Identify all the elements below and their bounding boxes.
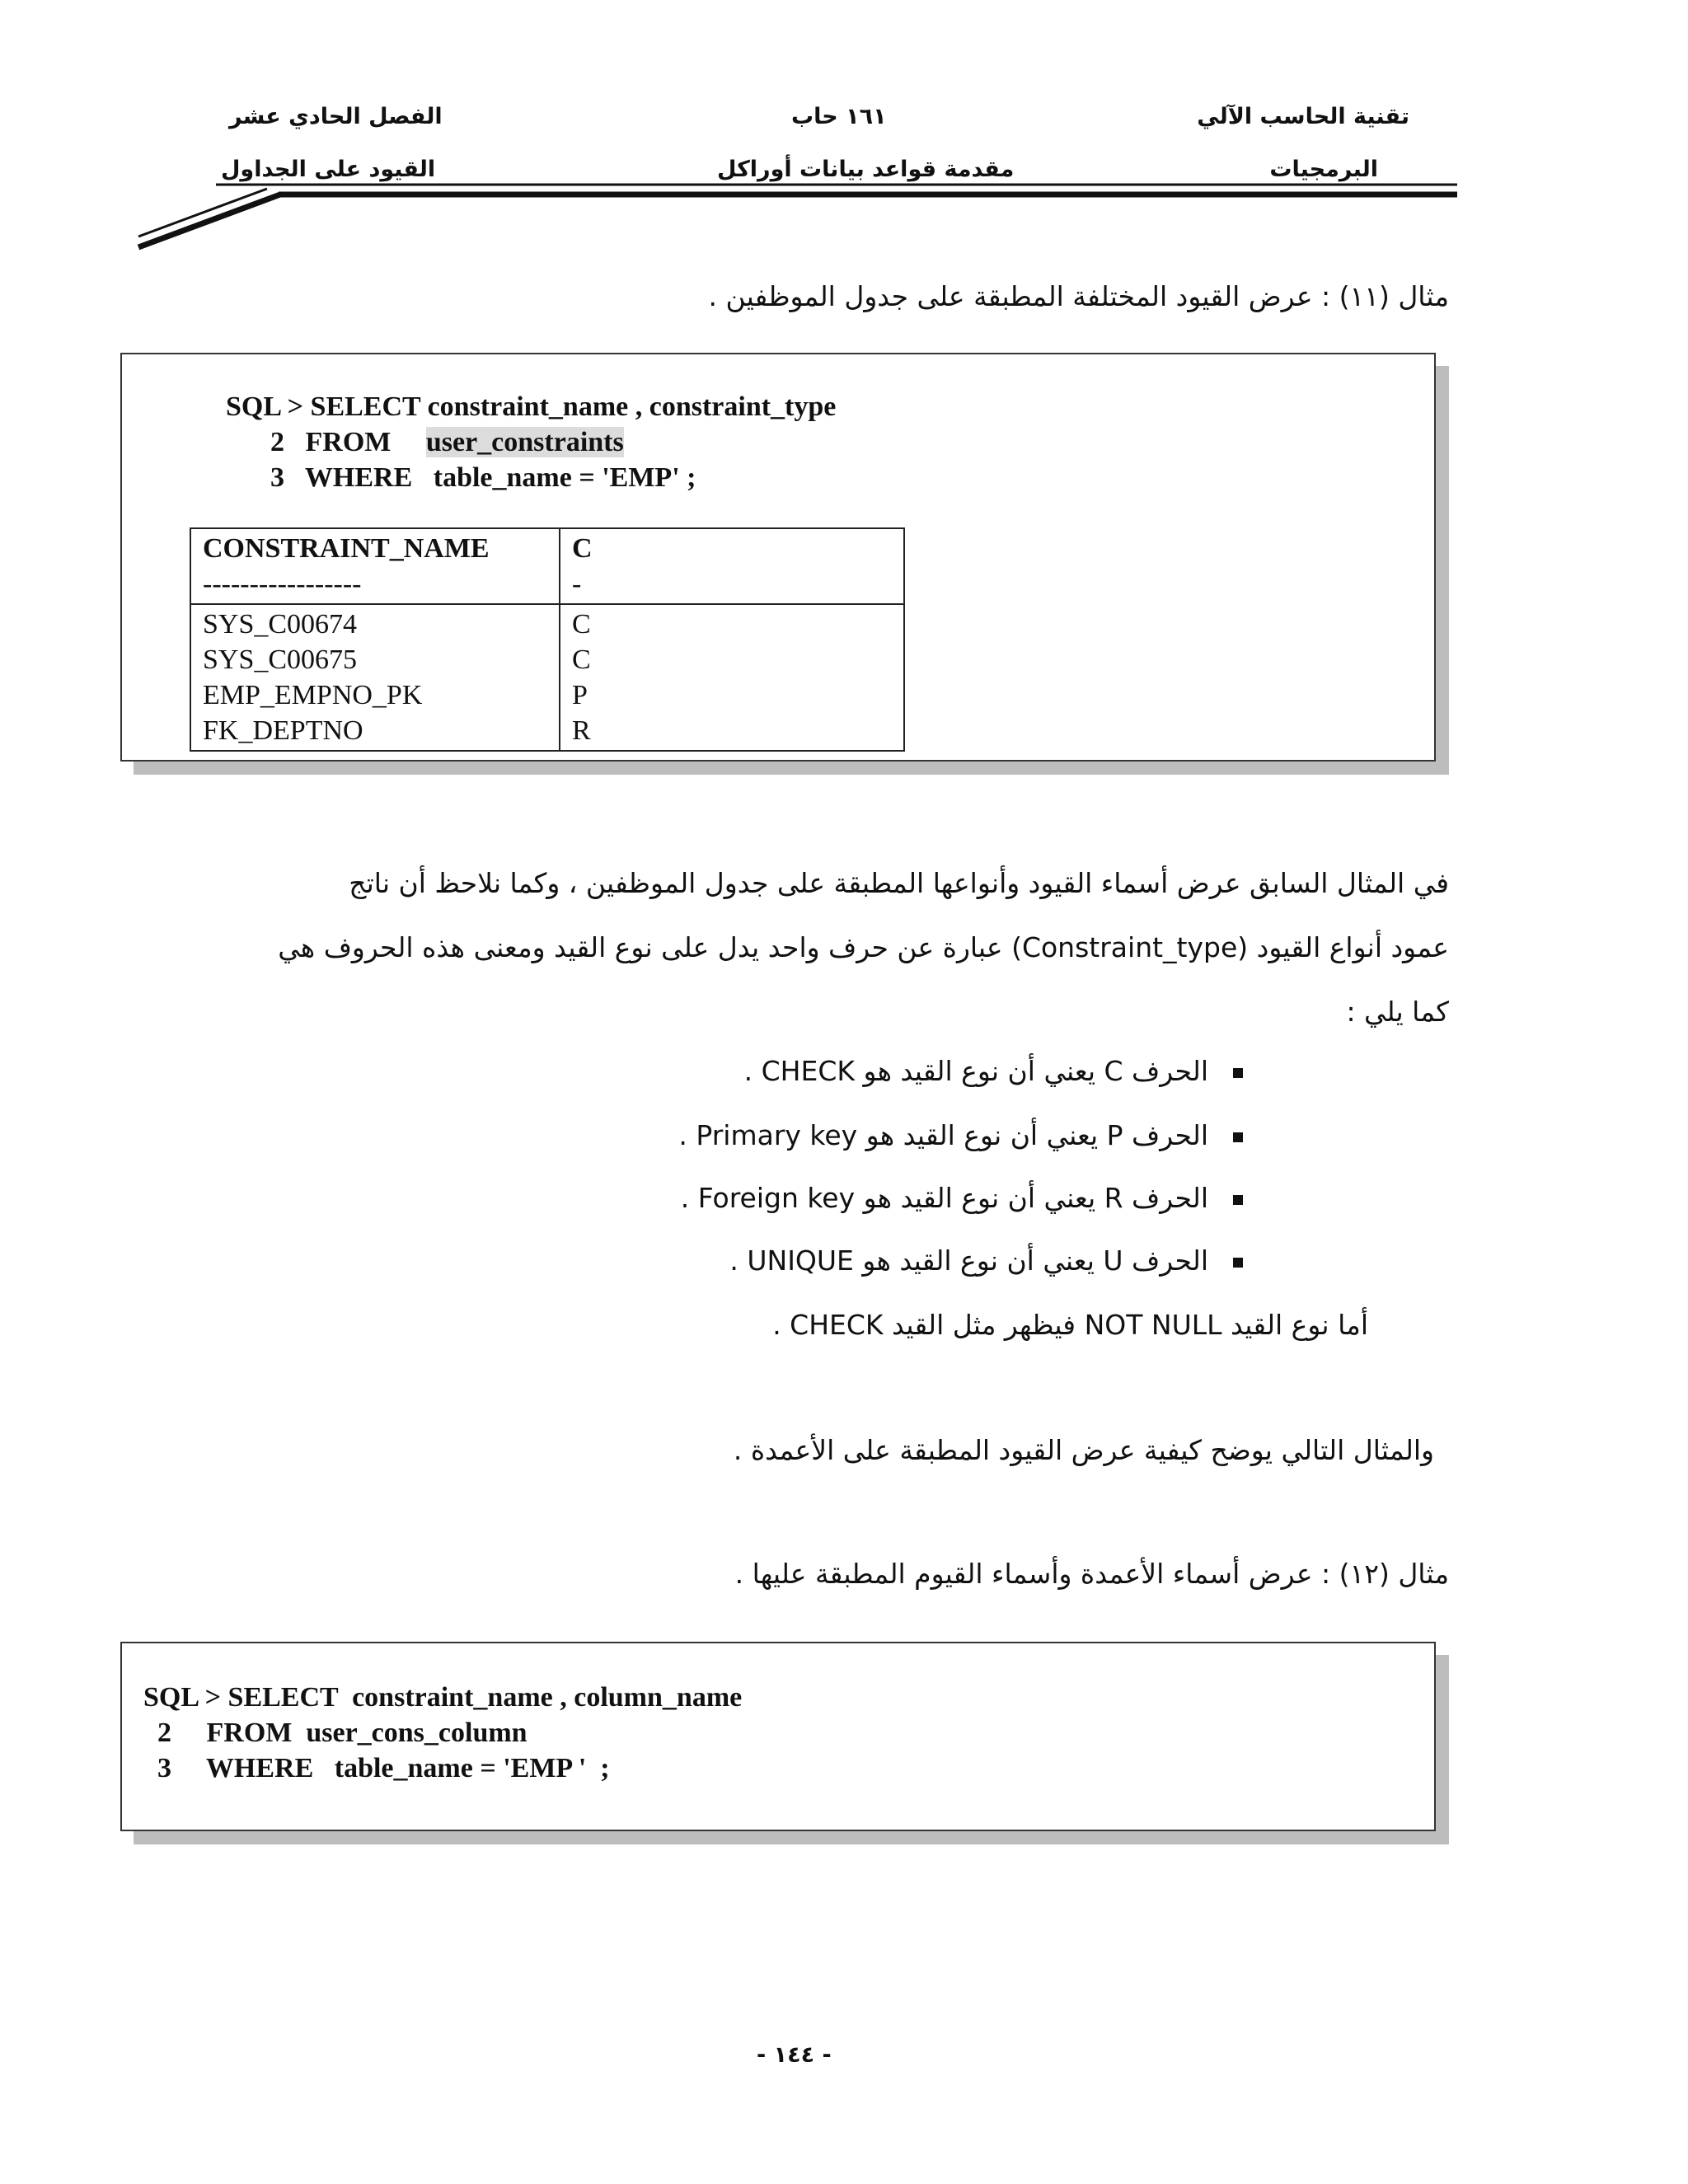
- highlighted-object: user_constraints: [425, 427, 624, 457]
- example11-code-line2: [270, 424, 624, 460]
- table-header-cell: [560, 528, 904, 604]
- page-number: - ١٤٤ -: [757, 2042, 832, 2068]
- paragraph-line-1: في المثال السابق عرض أسماء القيود وأنواعها المطبقة على جدول الموظفين ، وكما نلاحظ أن ناتج: [349, 867, 1449, 899]
- table-cell: SYS_C00674: [203, 609, 358, 640]
- table-header-row: [190, 528, 904, 604]
- header-rule: [0, 0, 1688, 280]
- list-item-text: الحرف U يعني أن نوع القيد هو UNIQUE .: [729, 1244, 1208, 1277]
- table-cell: EMP_EMPNO_PK: [203, 680, 423, 710]
- table-body-row: [190, 604, 904, 751]
- example12-code-line1: SQL > SELECT constraint_name , column_name: [143, 1682, 743, 1713]
- list-item-text: الحرف R يعني أن نوع القيد هو Foreign key .: [680, 1182, 1208, 1214]
- bullet-square-icon: [1233, 1132, 1243, 1142]
- header-chapter-title: القيود على الجداول: [221, 157, 436, 182]
- bullet-square-icon: [1233, 1258, 1243, 1268]
- bullet-square-icon: [1233, 1195, 1243, 1205]
- example11-code-line1: SQL > SELECT constraint_name , constraint_type: [226, 391, 837, 422]
- header-subject: تقنية الحاسب الآلي: [1197, 104, 1409, 129]
- line-number: 2: [270, 427, 284, 457]
- table-cell: R: [572, 715, 591, 746]
- header-course-code: ١٦١ حاب: [791, 104, 887, 129]
- example11-code-line3: 3 WHERE table_name = 'EMP' ;: [270, 462, 696, 493]
- table-header-cell: [190, 528, 560, 604]
- list-item-text: الحرف C يعني أن نوع القيد هو CHECK .: [743, 1055, 1208, 1087]
- header-constraint-type: C: [572, 533, 593, 564]
- list-item: [744, 1055, 1243, 1087]
- example11-code-box: [120, 353, 1436, 762]
- example12-code-line2: 2 FROM user_cons_column: [143, 1718, 528, 1748]
- table-cell: FK_DEPTNO: [203, 715, 363, 746]
- not-null-note: أما نوع القيد NOT NULL فيظهر مثل القيد CHECK .: [772, 1309, 1368, 1341]
- constraints-result-table: [190, 527, 905, 752]
- table-cell: SYS_C00675: [203, 644, 358, 675]
- paragraph-line-2: عمود أنواع القيود (Constraint_type) عبارة عن حرف واحد يدل على نوع القيد ومعنى هذه الحروف هي: [278, 931, 1449, 963]
- constraint-names-cell: [190, 604, 560, 751]
- table-cell: P: [572, 680, 588, 710]
- header-separator: -----------------: [203, 569, 362, 599]
- example12-title: مثال (١٢) : عرض أسماء الأعمدة وأسماء القيوم المطبقة عليها .: [734, 1558, 1449, 1590]
- constraint-types-cell: [560, 604, 904, 751]
- next-example-intro: والمثال التالي يوضح كيفية عرض القيود المطبقة على الأعمدة .: [733, 1434, 1434, 1466]
- example11-title: مثال (١١) : عرض القيود المختلفة المطبقة على جدول الموظفين .: [708, 280, 1449, 312]
- header-constraint-name: CONSTRAINT_NAME: [203, 533, 490, 564]
- header-specialty: البرمجيات: [1269, 157, 1378, 182]
- example12-code-line3: 3 WHERE table_name = 'EMP ' ;: [143, 1753, 610, 1783]
- constraint-type-list: [171, 1055, 1243, 1319]
- paragraph-line-3: كما يلي :: [1346, 996, 1449, 1028]
- bullet-square-icon: [1233, 1068, 1243, 1078]
- list-item: [681, 1182, 1243, 1214]
- header-separator: -: [572, 569, 582, 599]
- header-course-title: مقدمة قواعد بيانات أوراكل: [717, 157, 1015, 182]
- list-item: [678, 1119, 1243, 1151]
- header-chapter: الفصل الحادي عشر: [229, 104, 443, 129]
- example12-code-box: [120, 1642, 1436, 1831]
- table-cell: C: [572, 644, 591, 675]
- list-item-text: الحرف P يعني أن نوع القيد هو Primary key .: [678, 1119, 1208, 1151]
- list-item: [729, 1244, 1243, 1277]
- table-cell: C: [572, 609, 591, 640]
- sql-keyword: FROM: [305, 427, 392, 457]
